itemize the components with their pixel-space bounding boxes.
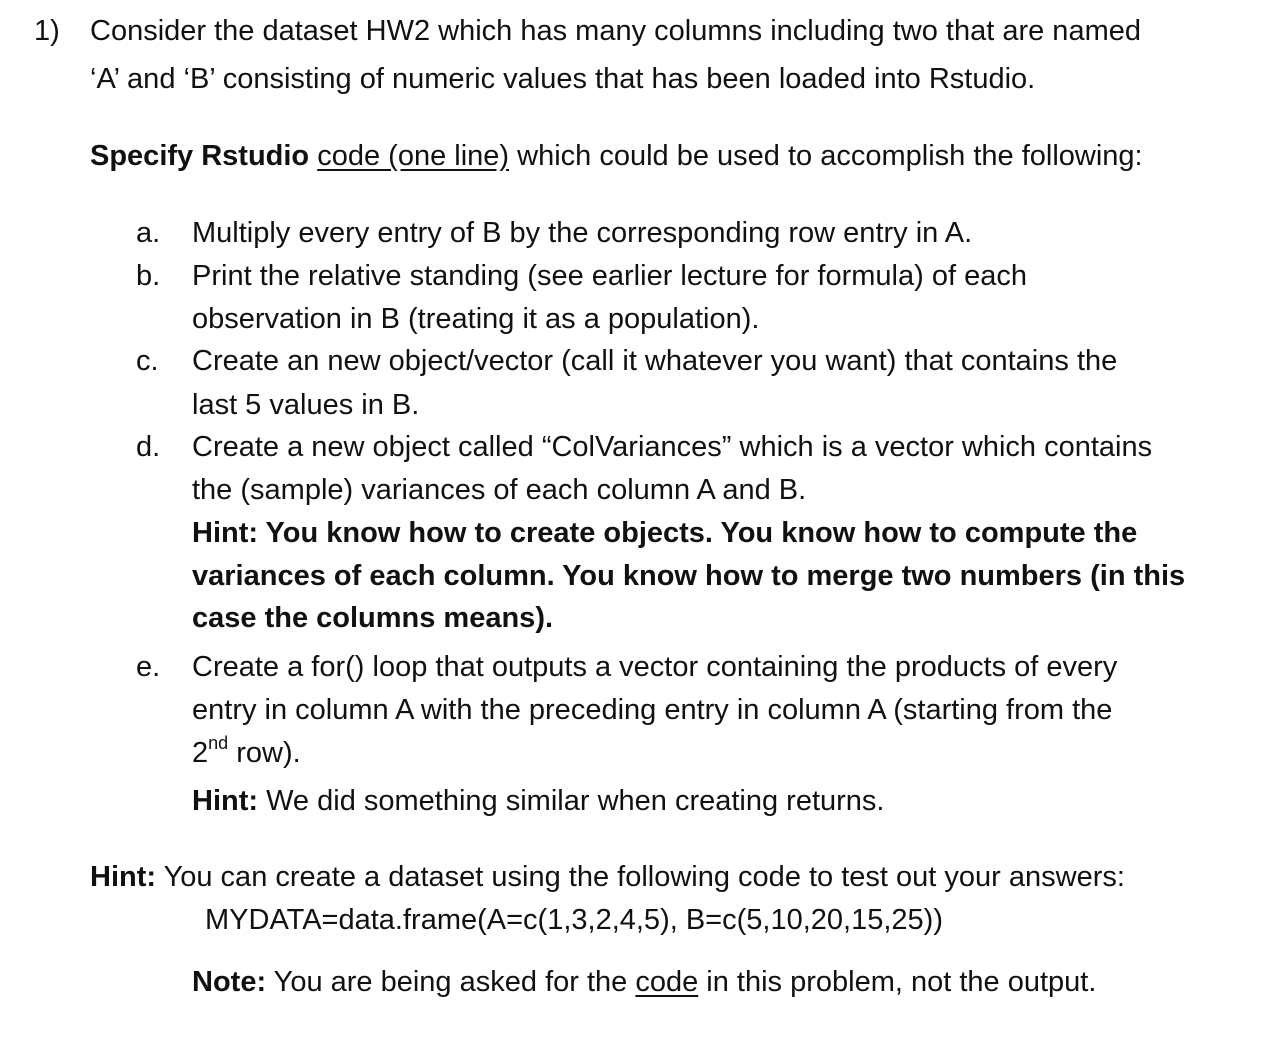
- note-after: in this problem, not the output.: [698, 966, 1097, 998]
- example-code: MYDATA=data.frame(A=c(1,3,2,4,5), B=c(5,10,20,15,25)): [205, 904, 943, 936]
- question-intro-line-2: ‘A’ and ‘B’ consisting of numeric values that has been loaded into Rstudio.: [90, 63, 1036, 95]
- part-b-letter: b.: [136, 260, 161, 292]
- part-e-hint: [192, 784, 885, 818]
- question-number: 1): [34, 15, 60, 47]
- part-d-hint-line-2: variances of each column. You know how to merge two numbers (in this: [192, 560, 1186, 592]
- part-c-text-line-2: last 5 values in B.: [192, 389, 420, 421]
- part-e-hint-label: Hint:: [192, 785, 259, 817]
- specify-underline: code (one line): [317, 140, 510, 172]
- part-b-text-line-2: observation in B (treating it as a population).: [192, 303, 760, 335]
- part-c-letter: c.: [136, 345, 159, 377]
- part-e-ordinal-suffix: nd: [208, 733, 229, 754]
- question-intro-line-1: Consider the dataset HW2 which has many columns including two that are named: [90, 15, 1141, 47]
- part-d-hint-line-3: case the columns means).: [192, 602, 554, 634]
- footer-hint-text: You can create a dataset using the following code to test out your answers:: [156, 861, 1125, 893]
- note-before: You are being asked for the: [266, 966, 636, 998]
- footer-hint-label: Hint:: [90, 861, 157, 893]
- part-e-hint-text: We did something similar when creating returns.: [258, 785, 885, 817]
- part-d-hint-line-1: Hint: You know how to create objects. You know how to compute the: [192, 517, 1138, 549]
- part-c-text-line-1: Create an new object/vector (call it whatever you want) that contains the: [192, 345, 1118, 377]
- part-d-letter: d.: [136, 431, 161, 463]
- specify-instruction: [90, 139, 1143, 173]
- part-d-text-line-1: Create a new object called “ColVariances” which is a vector which contains: [192, 431, 1153, 463]
- footer-note: [192, 965, 1096, 999]
- part-e-text-line-3: [192, 733, 301, 770]
- note-label: Note:: [192, 966, 267, 998]
- part-e-ordinal-number: 2: [192, 737, 209, 769]
- part-b-text-line-1: Print the relative standing (see earlier lecture for formula) of each: [192, 260, 1027, 292]
- part-d-text-line-2: the (sample) variances of each column A and B.: [192, 474, 807, 506]
- footer-hint: [90, 860, 1125, 894]
- note-underline: code: [635, 966, 699, 998]
- part-e-line-3-rest: row).: [228, 737, 301, 769]
- part-a-letter: a.: [136, 217, 161, 249]
- specify-bold: Specify Rstudio: [90, 140, 310, 172]
- part-e-text-line-1: Create a for() loop that outputs a vector containing the products of every: [192, 651, 1118, 683]
- part-a-text: Multiply every entry of B by the corresponding row entry in A.: [192, 217, 973, 249]
- specify-rest: which could be used to accomplish the following:: [509, 140, 1143, 172]
- part-e-letter: e.: [136, 651, 161, 683]
- part-e-text-line-2: entry in column A with the preceding entry in column A (starting from the: [192, 694, 1113, 726]
